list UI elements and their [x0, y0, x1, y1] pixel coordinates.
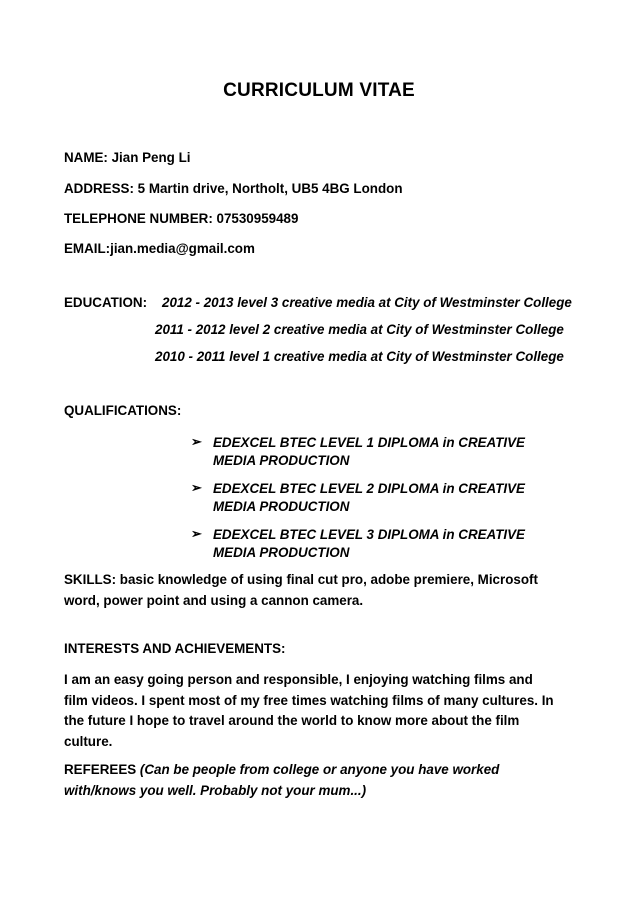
email-line: EMAIL:jian.media@gmail.com	[64, 241, 255, 256]
qualification-item	[191, 434, 571, 470]
arrow-bullet-icon: ➢	[191, 526, 202, 541]
qualifications-label: QUALIFICATIONS:	[64, 403, 182, 418]
referees-note: (Can be people from college or anyone you have worked with/knows you well. Probably not your mum...)	[64, 762, 500, 798]
name-line: NAME: Jian Peng Li	[64, 150, 191, 165]
qualification-text: EDEXCEL BTEC LEVEL 2 DIPLOMA in CREATIVE MEDIA PRODUCTION	[213, 481, 525, 514]
referees-label: REFEREES	[64, 762, 137, 777]
education-entry: 2011 - 2012 level 2 creative media at City of Westminster College	[155, 322, 564, 337]
education-entry: 2010 - 2011 level 1 creative media at City of Westminster College	[155, 349, 564, 364]
referees-block	[64, 760, 514, 801]
education-entry: 2012 - 2013 level 3 creative media at City of Westminster College	[162, 295, 572, 310]
interests-label: INTERESTS AND ACHIEVEMENTS:	[64, 641, 286, 656]
qualification-text: EDEXCEL BTEC LEVEL 3 DIPLOMA in CREATIVE MEDIA PRODUCTION	[213, 527, 525, 560]
qualification-text: EDEXCEL BTEC LEVEL 1 DIPLOMA in CREATIVE MEDIA PRODUCTION	[213, 435, 525, 468]
education-label: EDUCATION:	[64, 295, 148, 310]
address-line: ADDRESS: 5 Martin drive, Northolt, UB5 4BG London	[64, 181, 403, 196]
qualification-item	[191, 480, 571, 516]
skills-text: SKILLS: basic knowledge of using final cut pro, adobe premiere, Microsoft word, power point and using a cannon camera.	[64, 572, 538, 608]
telephone-line: TELEPHONE NUMBER: 07530959489	[64, 211, 299, 226]
arrow-bullet-icon: ➢	[191, 480, 202, 495]
arrow-bullet-icon: ➢	[191, 434, 202, 449]
document-title: CURRICULUM VITAE	[223, 80, 415, 101]
interests-text: I am an easy going person and responsible, I enjoying watching films and film videos. I spent most of my free times watching films of many cultures. In the future I hope to travel around the world to know more about the film culture.	[64, 672, 554, 749]
qualification-item	[191, 526, 571, 562]
